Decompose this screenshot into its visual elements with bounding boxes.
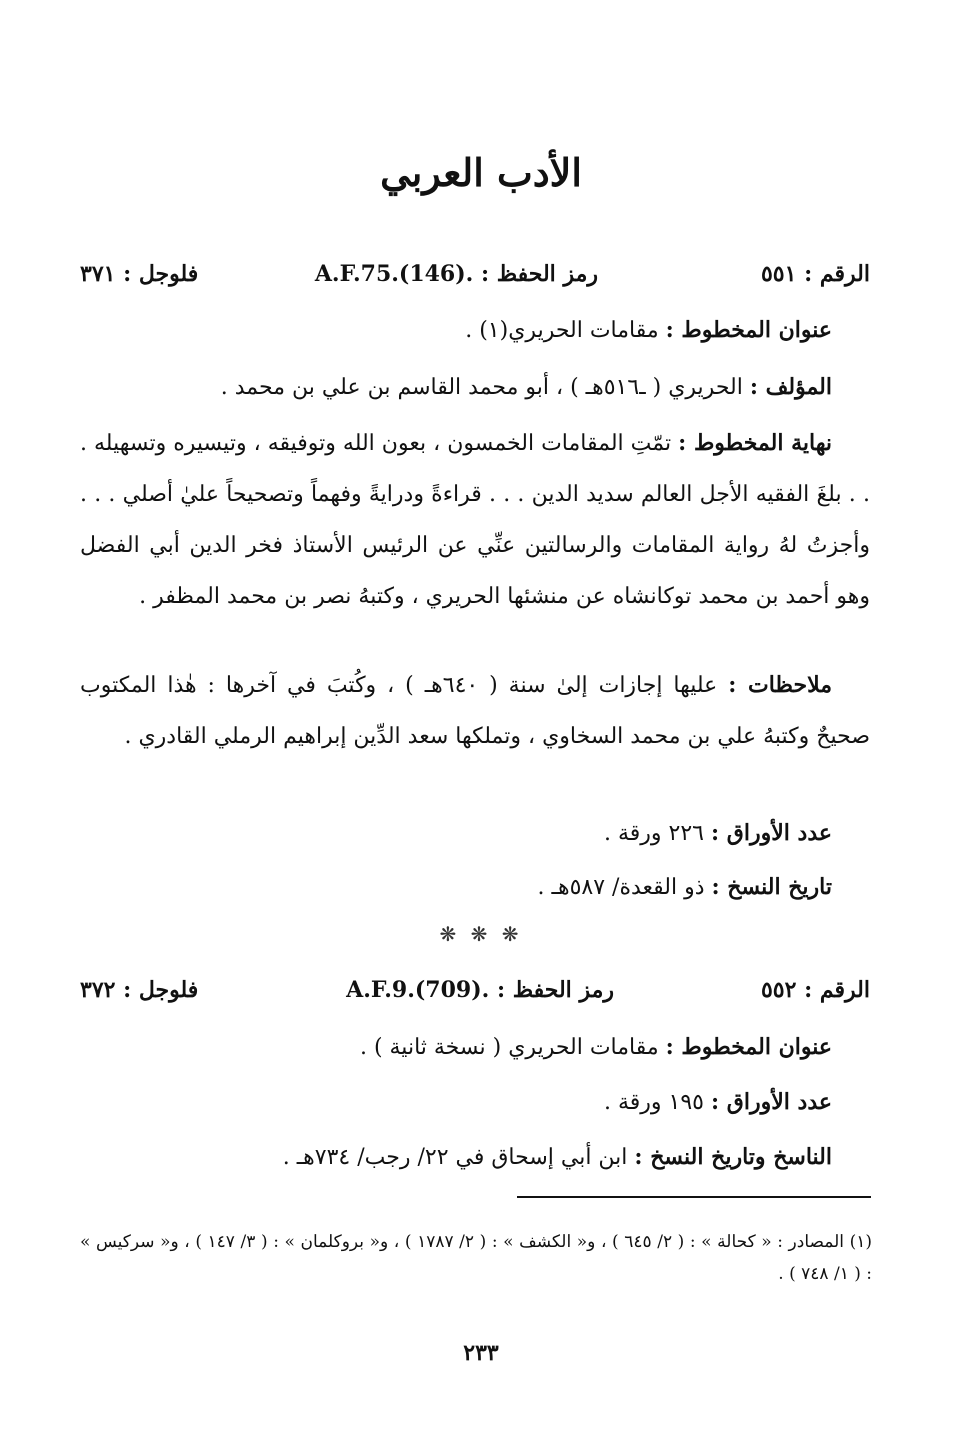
footnote-divider xyxy=(517,1196,871,1198)
entry1-title-label: عنوان المخطوط : xyxy=(665,317,832,343)
entry1-author-label: المؤلف : xyxy=(749,374,832,400)
entry1-shelf-code: رمز الحفظ : .A.F.75.(146) xyxy=(314,261,598,287)
entry1-header-row xyxy=(80,254,870,294)
entry2-leaves-label: عدد الأوراق : xyxy=(711,1089,832,1115)
entry1-ending-paragraph xyxy=(80,418,870,622)
entry2-leaves-line xyxy=(80,1077,832,1128)
entry1-title-line xyxy=(80,305,832,356)
page-title: الأدب العربي xyxy=(380,150,582,195)
entry1-notes-value: عليها إجازات إلىٰ سنة ( ٦٤٠هـ ) ، وكُتبَ في آخرها : هٰذا المكتوب صحيحٌ وكتبهُ علي بن محمد السخاوي ، وتملكها سعد الدِّين إبراهيم الرملي القادري . xyxy=(80,673,870,749)
entry2-title-label: عنوان المخطوط : xyxy=(665,1034,832,1060)
page-number: ٢٣٣ xyxy=(463,1340,499,1366)
entry2-number: الرقم : ٥٥٢ xyxy=(760,977,870,1003)
entry2-copyist-label: الناسخ وتاريخ النسخ : xyxy=(634,1144,832,1170)
entry1-leaves-value: ٢٢٦ ورقة . xyxy=(604,821,704,846)
entry2-title-line xyxy=(80,1022,832,1073)
entry1-author-value: الحريري ( ـ٥١٦هـ ) ، أبو محمد القاسم بن علي بن محمد . xyxy=(220,375,743,400)
entry1-date-line xyxy=(80,862,832,913)
entry1-title-value: مقامات الحريري(١) . xyxy=(465,318,659,343)
entry1-notes-label: ملاحظات : xyxy=(728,672,832,698)
entry2-title-value: مقامات الحريري ( نسخة ثانية ) . xyxy=(359,1035,659,1060)
entry2-leaves-value: ١٩٥ ورقة . xyxy=(604,1090,704,1115)
entry1-date-label: تاريخ النسخ : xyxy=(711,874,832,900)
entry-separator: ❋ ❋ ❋ xyxy=(439,922,523,946)
entry2-header-row xyxy=(80,970,870,1010)
entry1-notes-paragraph xyxy=(80,660,870,762)
entry2-copyist-line xyxy=(80,1132,832,1183)
entry2-fluegel-number: فلوجل : ٣٧٢ xyxy=(80,977,199,1003)
entry1-number: الرقم : ٥٥١ xyxy=(760,261,870,287)
footnote: (١) المصادر : « كحالة » : ( ٢/ ٦٤٥ ) ، و« الكشف » : ( ٢/ ١٧٨٧ ) ، و« بروكلمان » : ( ٣/ ١٤٧ ) ، و« سركيس » : ( ١/ ٧٤٨ ) . xyxy=(80,1232,872,1284)
entry1-ending-label: نهاية المخطوط : xyxy=(678,430,832,456)
entry1-ending-value: تمّتِ المقامات الخمسون ، بعون الله وتوفيقه ، وتيسيره وتسهيله . . . بلغَ الفقيه الأجل العالم سديد الدين . . . قراءةً ودرايةً وفهماً وتصحيحاً عليٰ أصلي . . . وأجزتُ لهُ رواية المقامات والرسالتين عنِّي عن الرئيس الأستاذ فخر الدين أبي الفضل وهو أحمد بن محمد توكانشاه عن منشئها الحريري ، وكتبهُ نصر بن محمد المظفر . xyxy=(80,431,870,609)
entry1-fluegel-number: فلوجل : ٣٧١ xyxy=(80,261,199,287)
entry2-copyist-value: ابن أبي إسحاق في ٢٢/ رجب/ ٧٣٤هـ . xyxy=(282,1145,628,1170)
entry2-shelf-code: رمز الحفظ : .A.F.9.(709) xyxy=(346,977,614,1003)
entry1-date-value: ذو القعدة/ ٥٨٧هـ . xyxy=(537,875,705,900)
entry1-leaves-line xyxy=(80,808,832,859)
entry1-leaves-label: عدد الأوراق : xyxy=(711,820,832,846)
entry1-author-line xyxy=(80,362,832,413)
